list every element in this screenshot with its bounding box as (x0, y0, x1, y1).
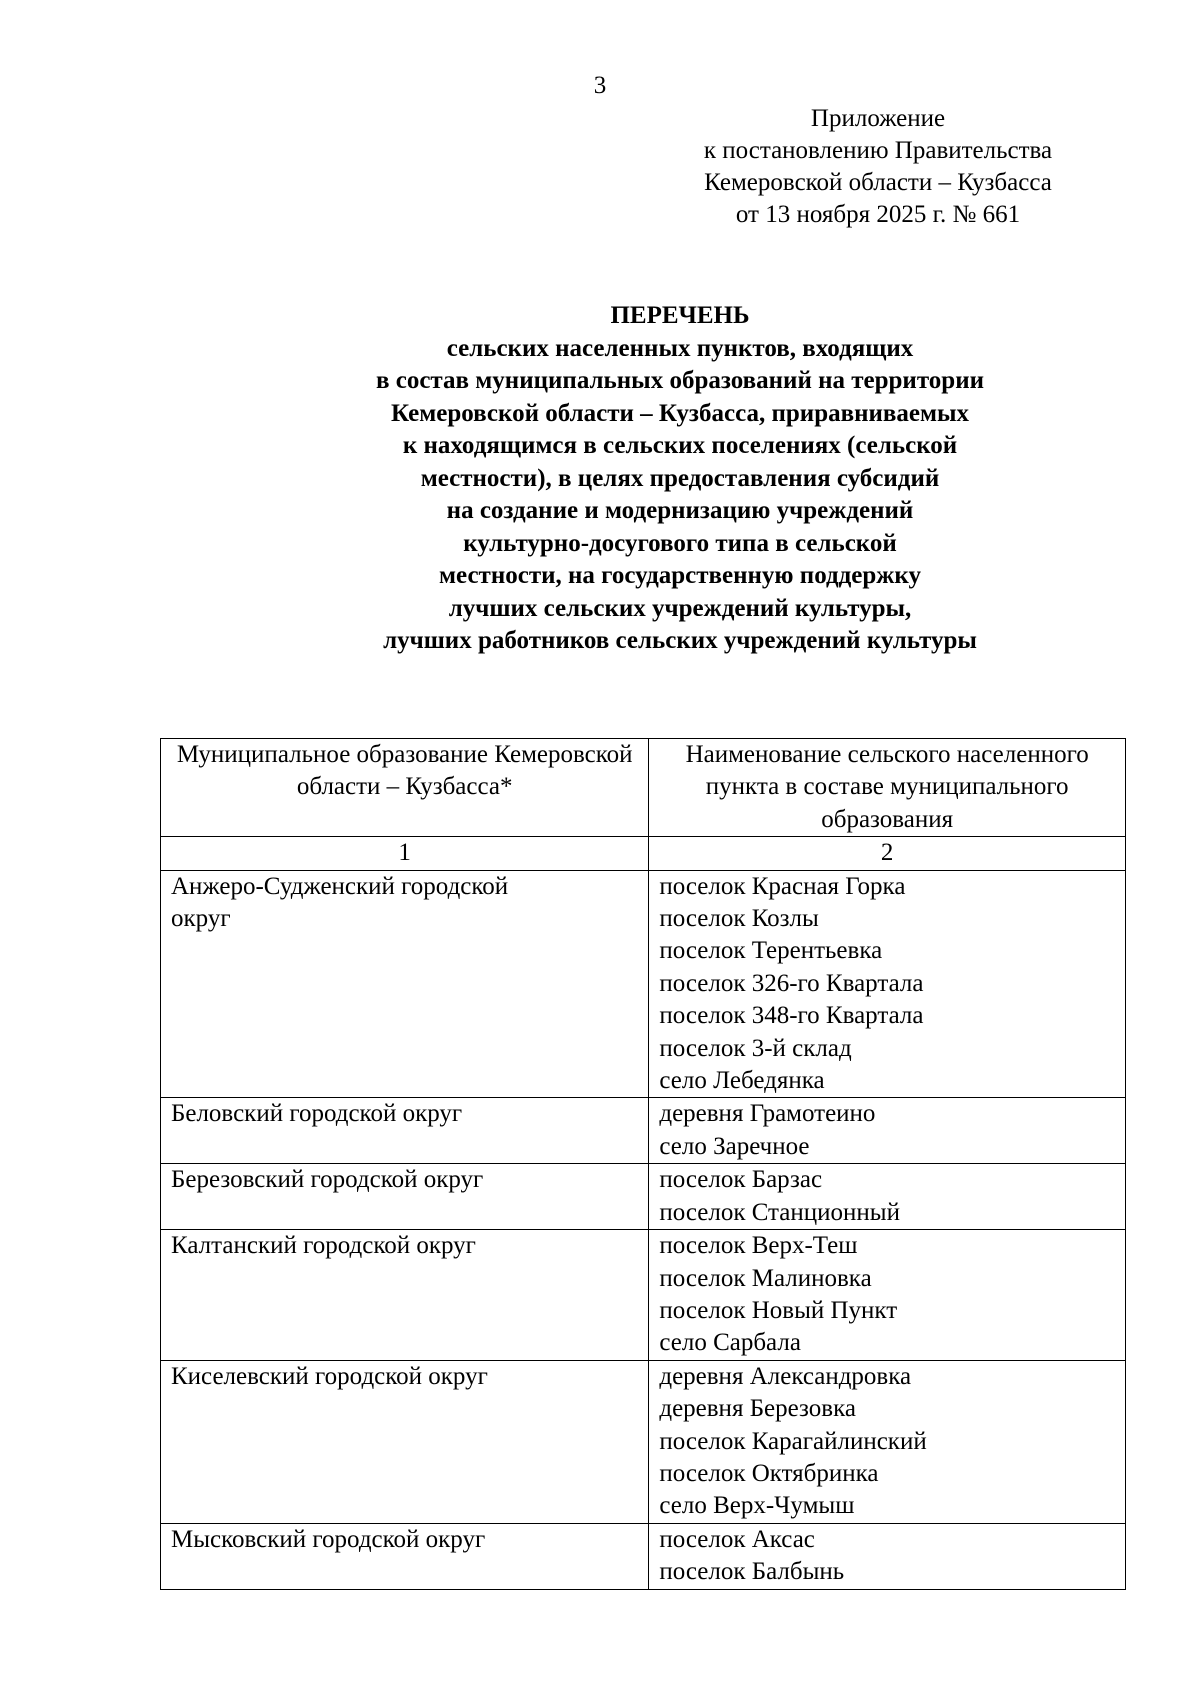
settlements-cell (649, 1230, 1126, 1361)
municipality-name: Киселевский городской округ (171, 1362, 488, 1390)
settlement-name: село Заречное (659, 1132, 810, 1160)
title-line: к находящимся в сельских поселениях (сельской (402, 432, 958, 459)
title-line: культурно-досугового типа в сельской (463, 529, 897, 557)
settlement-name: поселок 348-го Квартала (659, 1002, 924, 1030)
settlement-name: поселок Барзас (659, 1166, 823, 1194)
municipality-name: Мысковский городской округ (171, 1525, 486, 1553)
municipality-cell (161, 1098, 649, 1164)
table-row (161, 1360, 1126, 1523)
settlement-name: поселок Новый Пункт (659, 1296, 898, 1324)
municipality-name: Калтанский городской округ (171, 1232, 476, 1260)
settlement-name: поселок Малиновка (659, 1264, 872, 1292)
municipality-cell (161, 1164, 649, 1230)
municipality-cell (161, 1230, 649, 1361)
settlements-table (160, 738, 1126, 1590)
title-line: в состав муниципальных образований на территории (375, 367, 985, 394)
settlement-name: поселок Верх-Теш (659, 1232, 858, 1260)
column-number-2: 2 (649, 837, 1126, 870)
title-line: местности), в целях предоставления субсидий (420, 464, 940, 492)
table-row (161, 1098, 1126, 1164)
document-title (300, 300, 1060, 658)
municipality-name: Березовский городской округ (171, 1166, 484, 1194)
settlement-name: поселок Балбынь (659, 1558, 845, 1586)
municipality-cell (161, 870, 649, 1098)
settlement-name: поселок 326-го Квартала (659, 969, 924, 997)
title-line: лучших сельских учреждений культуры, (448, 594, 912, 622)
municipality-name: Беловский городской округ (171, 1100, 463, 1128)
table-row (161, 870, 1126, 1098)
column-number-1: 1 (161, 837, 649, 870)
settlements-cell (649, 1523, 1126, 1589)
title-line: лучших работников сельских учреждений культуры (383, 627, 977, 654)
header-settlement-text: Наименование сельского населенного пункта в составе муниципального образования (685, 741, 1089, 833)
title-line: сельских населенных пунктов, входящих (446, 334, 914, 362)
appendix-line: от 13 ноября 2025 г. № 661 (735, 201, 1021, 228)
header-municipality (161, 739, 649, 837)
table-row (161, 1164, 1126, 1230)
settlement-name: поселок Козлы (659, 905, 819, 933)
settlement-name: поселок Станционный (659, 1198, 900, 1226)
column-number-row (161, 837, 1126, 870)
settlements-cell (649, 870, 1126, 1098)
settlement-name: поселок Терентьевка (659, 937, 883, 965)
page-number: 3 (593, 72, 607, 99)
appendix-line: Приложение (810, 105, 946, 132)
municipality-name: Анжеро-Судженский городской округ (171, 872, 509, 933)
settlement-name: поселок 3-й склад (659, 1034, 852, 1062)
table-row (161, 1523, 1126, 1589)
settlement-name: поселок Аксас (659, 1525, 815, 1553)
appendix-line: к постановлению Правительства (703, 137, 1053, 164)
appendix-line: Кемеровской области – Кузбасса (704, 169, 1052, 196)
settlement-name: поселок Октябринка (659, 1459, 879, 1487)
table-row (161, 1230, 1126, 1361)
header-settlement (649, 739, 1126, 837)
settlement-name: поселок Карагайлинский (659, 1427, 927, 1455)
title-line: местности, на государственную поддержку (439, 562, 921, 589)
settlements-cell (649, 1164, 1126, 1230)
settlement-name: деревня Грамотеино (659, 1100, 876, 1128)
settlements-cell (649, 1098, 1126, 1164)
table-header-row (161, 739, 1126, 837)
title-line: на создание и модернизацию учреждений (446, 497, 914, 524)
header-municipality-text: Муниципальное образование Кемеровской области – Кузбасса* (176, 741, 633, 801)
settlement-name: село Лебедянка (659, 1067, 825, 1095)
municipality-cell (161, 1523, 649, 1589)
settlement-name: деревня Александровка (659, 1362, 912, 1390)
title-heading: ПЕРЕЧЕНЬ (610, 302, 750, 329)
settlement-name: деревня Березовка (659, 1395, 856, 1423)
settlements-cell (649, 1360, 1126, 1523)
settlement-name: село Верх-Чумыш (659, 1492, 855, 1520)
settlement-name: село Сарбала (659, 1329, 801, 1357)
settlement-name: поселок Красная Горка (659, 872, 906, 900)
municipality-cell (161, 1360, 649, 1523)
appendix-block (668, 103, 1088, 231)
title-line: Кемеровской области – Кузбасса, приравниваемых (390, 399, 970, 427)
